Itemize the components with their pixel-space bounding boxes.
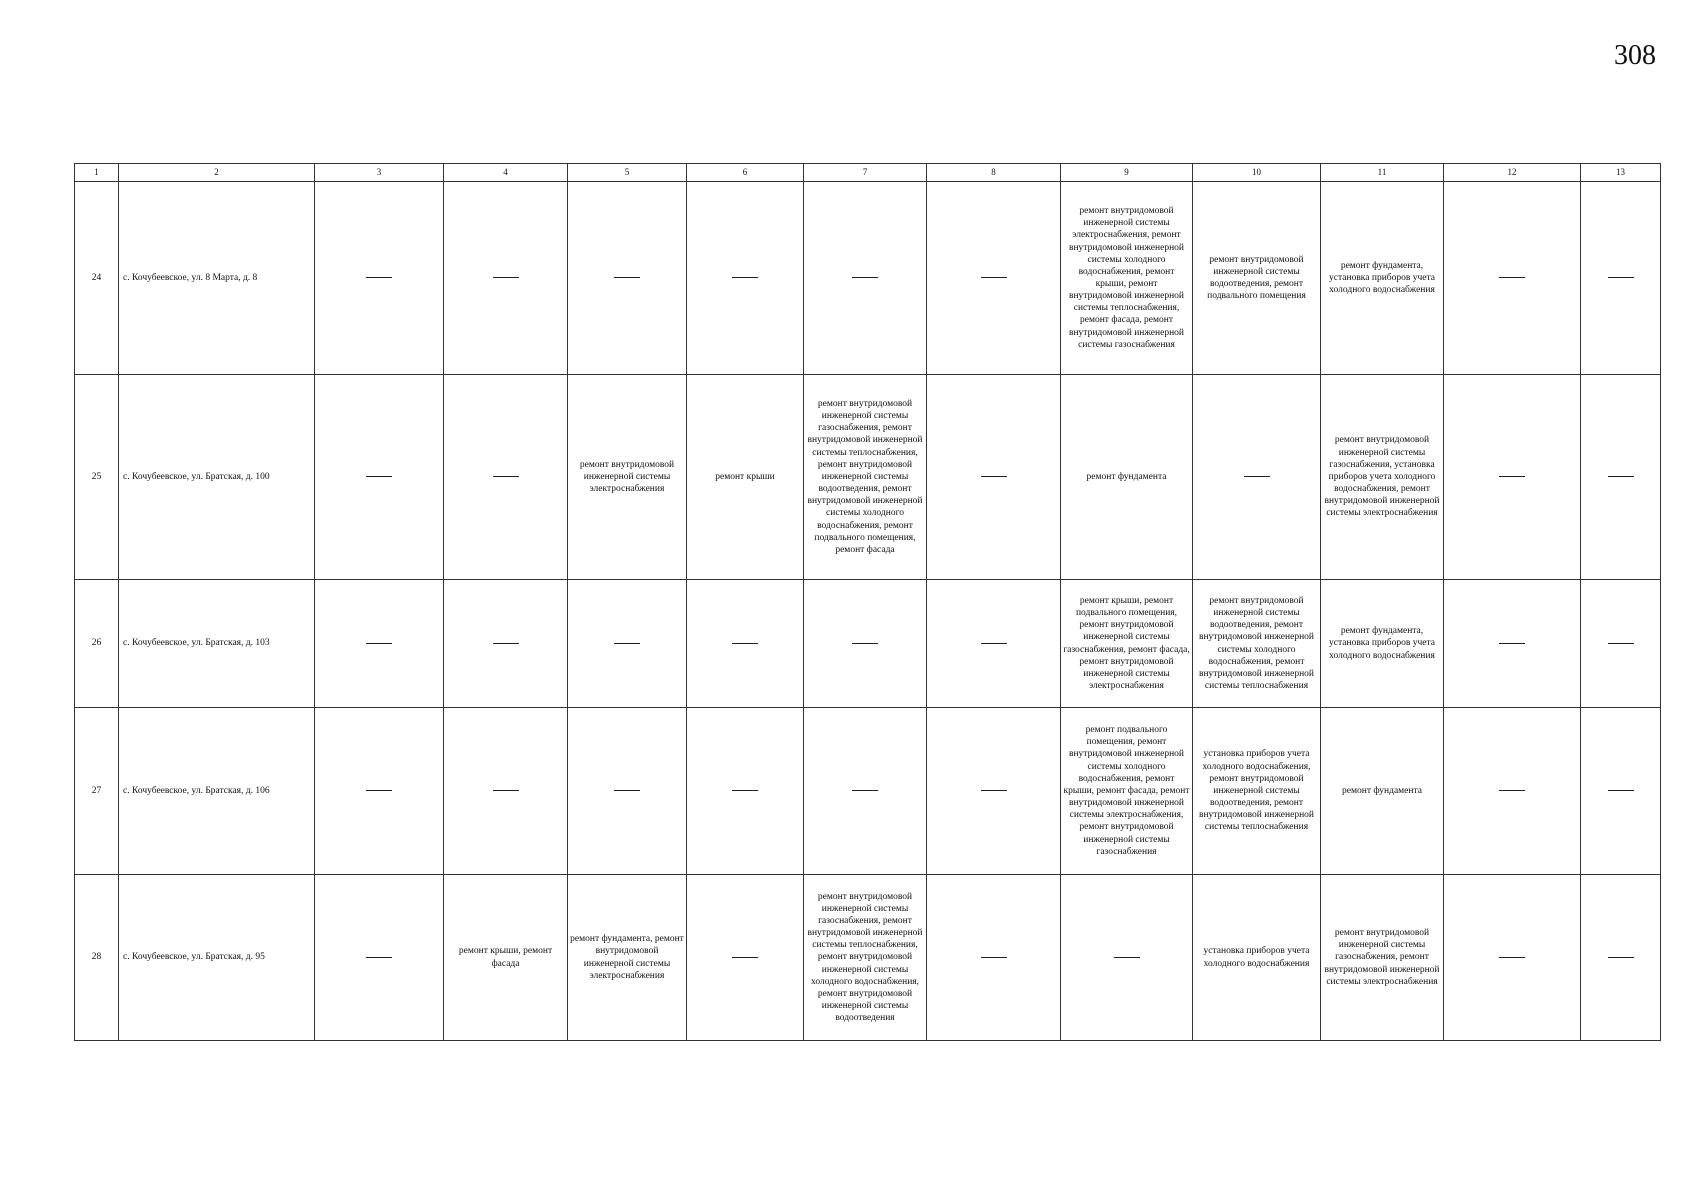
cell-c5	[568, 708, 687, 875]
cell-c12	[1444, 375, 1581, 580]
cell-text: ремонт внутридомовой инженерной системы электроснабжения	[579, 459, 675, 495]
cell-c8	[927, 875, 1061, 1041]
cell-c8	[927, 375, 1061, 580]
dash-mark	[1499, 277, 1525, 278]
cell-c3	[315, 182, 444, 375]
cell-c5	[568, 375, 687, 580]
cell-c4	[444, 875, 568, 1041]
cell-c4	[444, 375, 568, 580]
address-cell	[119, 182, 315, 375]
dash-mark	[614, 643, 640, 644]
cell-text: с. Кочубеевское, ул. 8 Марта, д. 8	[123, 272, 258, 283]
cell-c11	[1321, 375, 1444, 580]
dash-mark	[981, 643, 1007, 644]
cell-c7	[804, 182, 927, 375]
column-number: 11	[1321, 164, 1444, 182]
dash-mark	[732, 957, 758, 958]
dash-mark	[981, 957, 1007, 958]
cell-text: ремонт фундамента	[1342, 785, 1422, 796]
capital-repair-table	[74, 163, 1661, 1041]
cell-text: ремонт внутридомовой инженерной системы газоснабжения, ремонт внутридомовой инженерной системы электроснабжения	[1324, 928, 1440, 987]
cell-c9	[1061, 708, 1193, 875]
cell-c9	[1061, 375, 1193, 580]
column-number: 6	[687, 164, 804, 182]
cell-c7	[804, 708, 927, 875]
dash-mark	[493, 277, 519, 278]
cell-text: ремонт крыши, ремонт подвального помещения, ремонт внутридомовой инженерной системы газоснабжения, ремонт фасада, ремонт внутридомовой инженерной системы электроснабжения	[1063, 595, 1190, 691]
cell-text: установка приборов учета холодного водоснабжения, ремонт внутридомовой инженерной системы водоотведения, ремонт внутридомовой инженерной системы теплоснабжения	[1198, 749, 1314, 833]
table-row	[75, 375, 1661, 580]
address-cell	[119, 375, 315, 580]
cell-text: ремонт внутридомовой инженерной системы газоснабжения, ремонт внутридомовой инженерной системы теплоснабжения, ремонт внутридомовой инженерной системы холодного водоснабжения, ремонт внутридомовой инженерной системы водоотведения	[807, 891, 923, 1024]
column-number: 13	[1581, 164, 1661, 182]
cell-c5	[568, 580, 687, 708]
column-number: 4	[444, 164, 568, 182]
dash-mark	[1499, 643, 1525, 644]
cell-c4	[444, 182, 568, 375]
cell-c10	[1193, 375, 1321, 580]
cell-text: ремонт внутридомовой инженерной системы водоотведения, ремонт внутридомовой инженерной системы холодного водоснабжения, ремонт внутридомовой инженерной системы теплоснабжения	[1198, 595, 1314, 691]
cell-c10	[1193, 580, 1321, 708]
table-row	[75, 580, 1661, 708]
cell-text: с. Кочубеевское, ул. Братская, д. 106	[123, 785, 270, 796]
dash-mark	[493, 643, 519, 644]
cell-text: ремонт подвального помещения, ремонт внутридомовой инженерной системы холодного водоснабжения, ремонт крыши, ремонт фасада, ремонт внутридомовой инженерной системы электроснабжения, ремонт внутридомовой инженерной системы газоснабжения	[1063, 725, 1190, 857]
cell-text: ремонт фундамента	[1086, 471, 1167, 482]
row-number	[75, 708, 119, 875]
dash-mark	[366, 790, 392, 791]
column-number-row	[75, 164, 1661, 182]
cell-c13	[1581, 182, 1661, 375]
cell-text: с. Кочубеевское, ул. Братская, д. 100	[123, 471, 270, 482]
cell-c6	[687, 375, 804, 580]
cell-c3	[315, 375, 444, 580]
dash-mark	[1608, 476, 1634, 477]
cell-text: ремонт внутридомовой инженерной системы газоснабжения, ремонт внутридомовой инженерной системы теплоснабжения, ремонт внутридомовой инженерной системы водоотведения, ремонт внутридомовой инженерной системы холодного водоснабжения, ремонт подвального помещения, ремонт фасада	[807, 398, 923, 555]
cell-c13	[1581, 875, 1661, 1041]
column-number: 5	[568, 164, 687, 182]
cell-c10	[1193, 708, 1321, 875]
dash-mark	[366, 476, 392, 477]
cell-text: ремонт фундамента, установка приборов учета холодного водоснабжения	[1329, 626, 1435, 661]
cell-c12	[1444, 708, 1581, 875]
row-number	[75, 375, 119, 580]
column-number: 12	[1444, 164, 1581, 182]
cell-text: 25	[91, 471, 102, 482]
address-cell	[119, 580, 315, 708]
dash-mark	[732, 643, 758, 644]
table-row	[75, 875, 1661, 1041]
dash-mark	[1244, 476, 1270, 477]
cell-c10	[1193, 182, 1321, 375]
address-cell	[119, 708, 315, 875]
dash-mark	[493, 476, 519, 477]
table-row	[75, 708, 1661, 875]
dash-mark	[981, 790, 1007, 791]
cell-c9	[1061, 182, 1193, 375]
cell-c3	[315, 875, 444, 1041]
cell-c7	[804, 875, 927, 1041]
dash-mark	[366, 957, 392, 958]
dash-mark	[852, 643, 878, 644]
cell-c9	[1061, 875, 1193, 1041]
column-number: 7	[804, 164, 927, 182]
dash-mark	[1608, 790, 1634, 791]
dash-mark	[732, 790, 758, 791]
cell-c12	[1444, 580, 1581, 708]
column-number: 3	[315, 164, 444, 182]
cell-c9	[1061, 580, 1193, 708]
cell-c6	[687, 580, 804, 708]
cell-c6	[687, 875, 804, 1041]
column-number: 8	[927, 164, 1061, 182]
column-number: 9	[1061, 164, 1193, 182]
cell-text: 27	[91, 785, 102, 796]
cell-text: ремонт внутридомовой инженерной системы электроснабжения, ремонт внутридомовой инженерной системы холодного водоснабжения, ремонт крыши, ремонт внутридомовой инженерной системы теплоснабжения, ремонт фасада, ремонт внутридомовой инженерной системы газоснабжения	[1068, 206, 1184, 350]
cell-text: установка приборов учета холодного водоснабжения	[1203, 946, 1310, 969]
cell-text: ремонт крыши	[715, 471, 775, 482]
cell-c3	[315, 708, 444, 875]
dash-mark	[493, 790, 519, 791]
dash-mark	[852, 790, 878, 791]
cell-c10	[1193, 875, 1321, 1041]
row-number	[75, 875, 119, 1041]
cell-text: ремонт фундамента, установка приборов учета холодного водоснабжения	[1329, 260, 1435, 296]
dash-mark	[1499, 476, 1525, 477]
dash-mark	[1608, 277, 1634, 278]
dash-mark	[981, 476, 1007, 477]
column-number: 2	[119, 164, 315, 182]
cell-c12	[1444, 182, 1581, 375]
cell-c13	[1581, 580, 1661, 708]
cell-c6	[687, 182, 804, 375]
cell-c8	[927, 580, 1061, 708]
cell-text: 28	[91, 952, 102, 963]
cell-text: ремонт фундамента, ремонт внутридомовой инженерной системы электроснабжения	[570, 934, 684, 981]
cell-c4	[444, 580, 568, 708]
cell-c8	[927, 182, 1061, 375]
dash-mark	[1499, 790, 1525, 791]
cell-text: с. Кочубеевское, ул. Братская, д. 103	[123, 638, 270, 649]
cell-c7	[804, 580, 927, 708]
dash-mark	[1499, 957, 1525, 958]
cell-c4	[444, 708, 568, 875]
row-number	[75, 182, 119, 375]
cell-c11	[1321, 580, 1444, 708]
cell-c7	[804, 375, 927, 580]
cell-text: 26	[91, 638, 102, 649]
page-number: 308	[1614, 40, 1656, 71]
dash-mark	[614, 790, 640, 791]
column-number: 10	[1193, 164, 1321, 182]
dash-mark	[1114, 957, 1140, 958]
cell-c5	[568, 182, 687, 375]
cell-text: ремонт внутридомовой инженерной системы газоснабжения, установка приборов учета холодного водоснабжения, ремонт внутридомовой инженерной системы электроснабжения	[1324, 435, 1440, 519]
cell-c8	[927, 708, 1061, 875]
cell-c13	[1581, 375, 1661, 580]
dash-mark	[1608, 643, 1634, 644]
row-number	[75, 580, 119, 708]
cell-text: 24	[91, 272, 102, 283]
cell-c6	[687, 708, 804, 875]
dash-mark	[366, 643, 392, 644]
table-row	[75, 182, 1661, 375]
dash-mark	[732, 277, 758, 278]
cell-c3	[315, 580, 444, 708]
cell-c11	[1321, 875, 1444, 1041]
cell-c5	[568, 875, 687, 1041]
column-number: 1	[75, 164, 119, 182]
cell-c12	[1444, 875, 1581, 1041]
cell-text: ремонт крыши, ремонт фасада	[458, 946, 553, 969]
cell-c13	[1581, 708, 1661, 875]
dash-mark	[852, 277, 878, 278]
dash-mark	[981, 277, 1007, 278]
dash-mark	[1608, 957, 1634, 958]
dash-mark	[614, 277, 640, 278]
dash-mark	[366, 277, 392, 278]
address-cell	[119, 875, 315, 1041]
cell-text: с. Кочубеевское, ул. Братская, д. 95	[123, 952, 265, 963]
cell-c11	[1321, 182, 1444, 375]
cell-c11	[1321, 708, 1444, 875]
cell-text: ремонт внутридомовой инженерной системы водоотведения, ремонт подвального помещения	[1207, 254, 1306, 302]
